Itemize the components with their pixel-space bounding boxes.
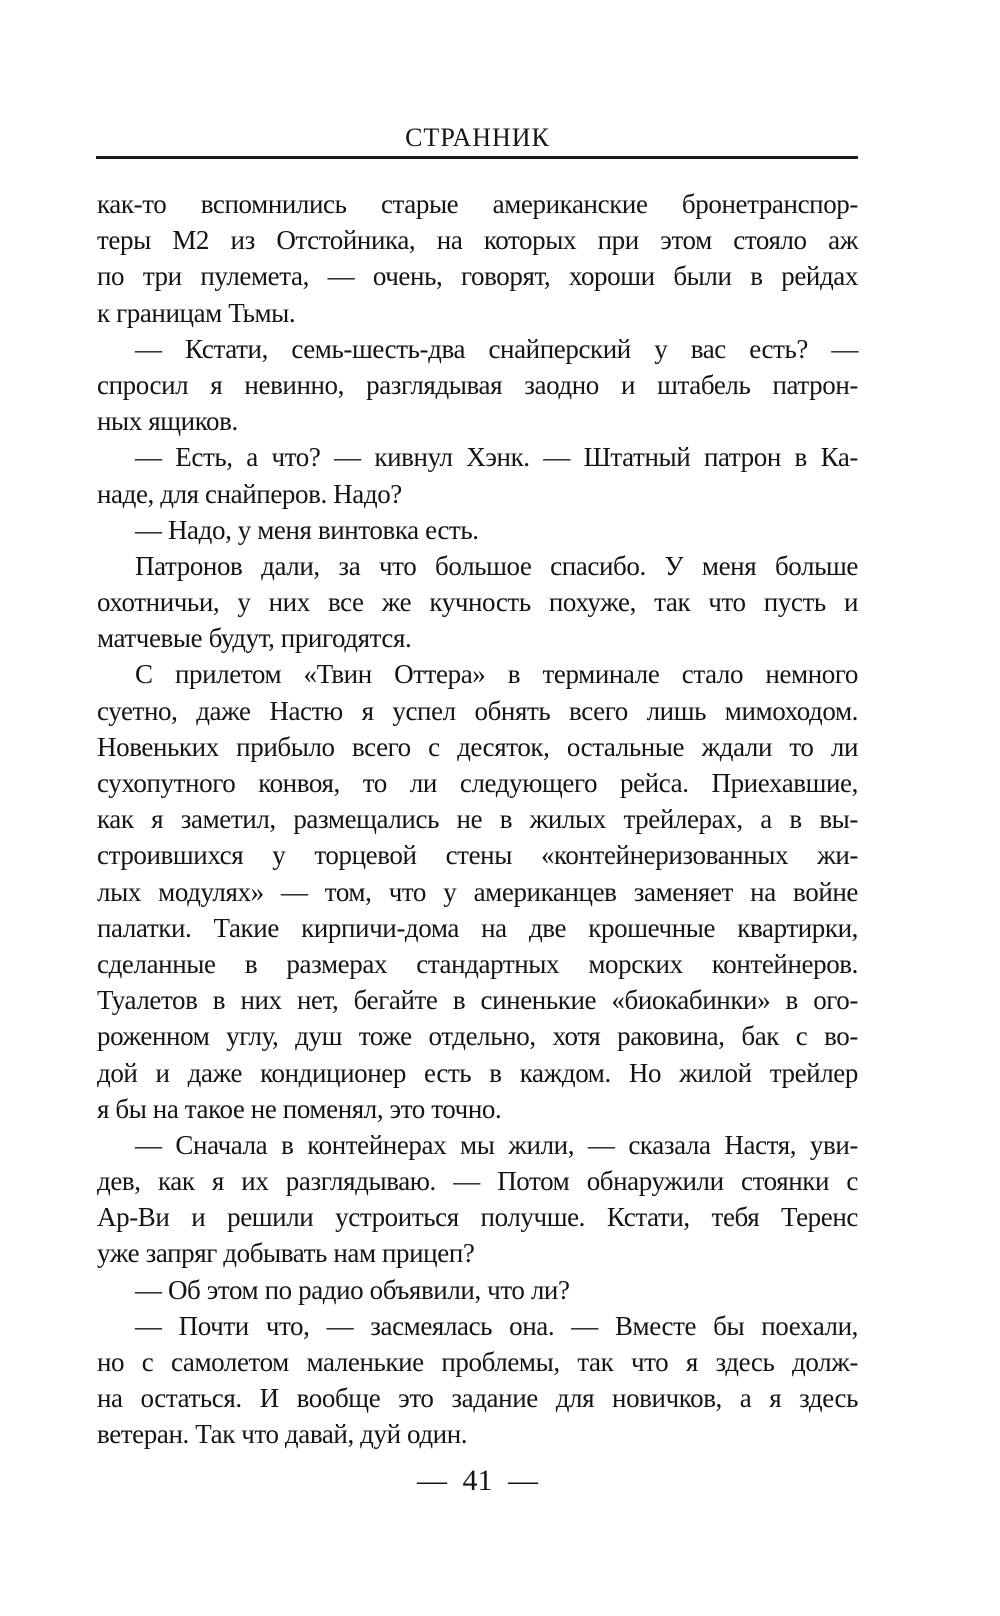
paragraph [97, 656, 858, 1126]
text-line: матчевые будут, пригодятся. [97, 623, 412, 654]
text-line: — Кстати, семь-шесть-два снайперский у вас есть? — [135, 333, 858, 364]
text-line: как я заметил, размещались не в жилых трейлерах, а в вы- [97, 804, 858, 835]
text-line: Новеньких прибыло всего с десяток, остальные ждали то ли [97, 731, 858, 762]
paragraph [97, 1127, 858, 1272]
text-line: наде, для снайперов. Надо? [97, 478, 402, 509]
text-line: дой и даже кондиционер есть в каждом. Но жилой трейлер [97, 1057, 858, 1088]
text-line: но с самолетом маленькие проблемы, так что я здесь долж- [97, 1347, 858, 1377]
paragraph [97, 1272, 858, 1308]
text-line: уже запряг добывать нам прицеп? [97, 1238, 475, 1269]
text-line: охотничьи, у них все же кучность похуже, так что пусть и [97, 587, 858, 618]
header-rule [96, 156, 858, 159]
running-head-title: СТРАННИК [405, 123, 550, 152]
text-line: Патронов дали, за что большое спасибо. У меня больше [135, 550, 858, 581]
text-line: как-то вспомнились старые американские бронетранспор- [97, 189, 858, 219]
text-line: лых модулях» — том, что у американцев заменяет на войне [97, 876, 858, 907]
paragraph [97, 186, 858, 331]
text-line: — Почти что, — засмеялась она. — Вместе бы поехали, [135, 1310, 858, 1341]
text-line: спросил я невинно, разглядывая заодно и штабель патрон- [97, 369, 858, 400]
paragraph [97, 439, 858, 511]
text-line: палатки. Такие кирпичи-дома на две крошечные квартирки, [97, 912, 858, 943]
body-text [97, 186, 858, 1453]
text-line: дев, как я их разглядываю. — Потом обнаружили стоянки с [97, 1166, 858, 1197]
text-line: по три пулемета, — очень, говорят, хороши были в рейдах [97, 261, 858, 292]
text-line: ных ящиков. [97, 406, 238, 437]
page-number: — 41 — [417, 1464, 538, 1497]
text-line: — Об этом по радио объявили, что ли? [135, 1274, 570, 1305]
text-line: я бы на такое не поменял, это точно. [97, 1093, 502, 1124]
paragraph [97, 512, 858, 548]
text-line: — Сначала в контейнерах мы жили, — сказала Настя, уви- [135, 1129, 858, 1160]
text-line: на остаться. И вообще это задание для новичков, а я здесь [97, 1383, 858, 1414]
text-line: сухопутного конвоя, то ли следующего рейса. Приехавшие, [97, 768, 858, 798]
text-line: суетно, даже Настю я успел обнять всего лишь мимоходом. [97, 695, 858, 726]
text-line: Ар-Ви и решили устроиться получше. Кстати, тебя Теренс [97, 1202, 858, 1233]
paragraph [97, 331, 858, 440]
text-line: Туалетов в них нет, бегайте в синенькие «биокабинки» в ого- [97, 985, 858, 1016]
text-line: сделанные в размерах стандартных морских контейнеров. [97, 948, 858, 979]
text-line: — Надо, у меня винтовка есть. [135, 514, 479, 545]
text-line: — Есть, а что? — кивнул Хэнк. — Штатный патрон в Ка- [135, 442, 858, 473]
text-line: С прилетом «Твин Оттера» в терминале стало немного [135, 659, 858, 690]
paragraph [97, 548, 858, 657]
text-line: к границам Тьмы. [97, 297, 296, 328]
text-line: ветеран. Так что давай, дуй один. [97, 1419, 468, 1450]
text-line: строившихся у торцевой стены «контейнеризованных жи- [97, 840, 858, 871]
text-line: теры М2 из Отстойника, на которых при этом стояло аж [97, 225, 858, 256]
text-line: роженном углу, душ тоже отдельно, хотя раковина, бак с во- [97, 1021, 858, 1052]
paragraph [97, 1308, 858, 1453]
